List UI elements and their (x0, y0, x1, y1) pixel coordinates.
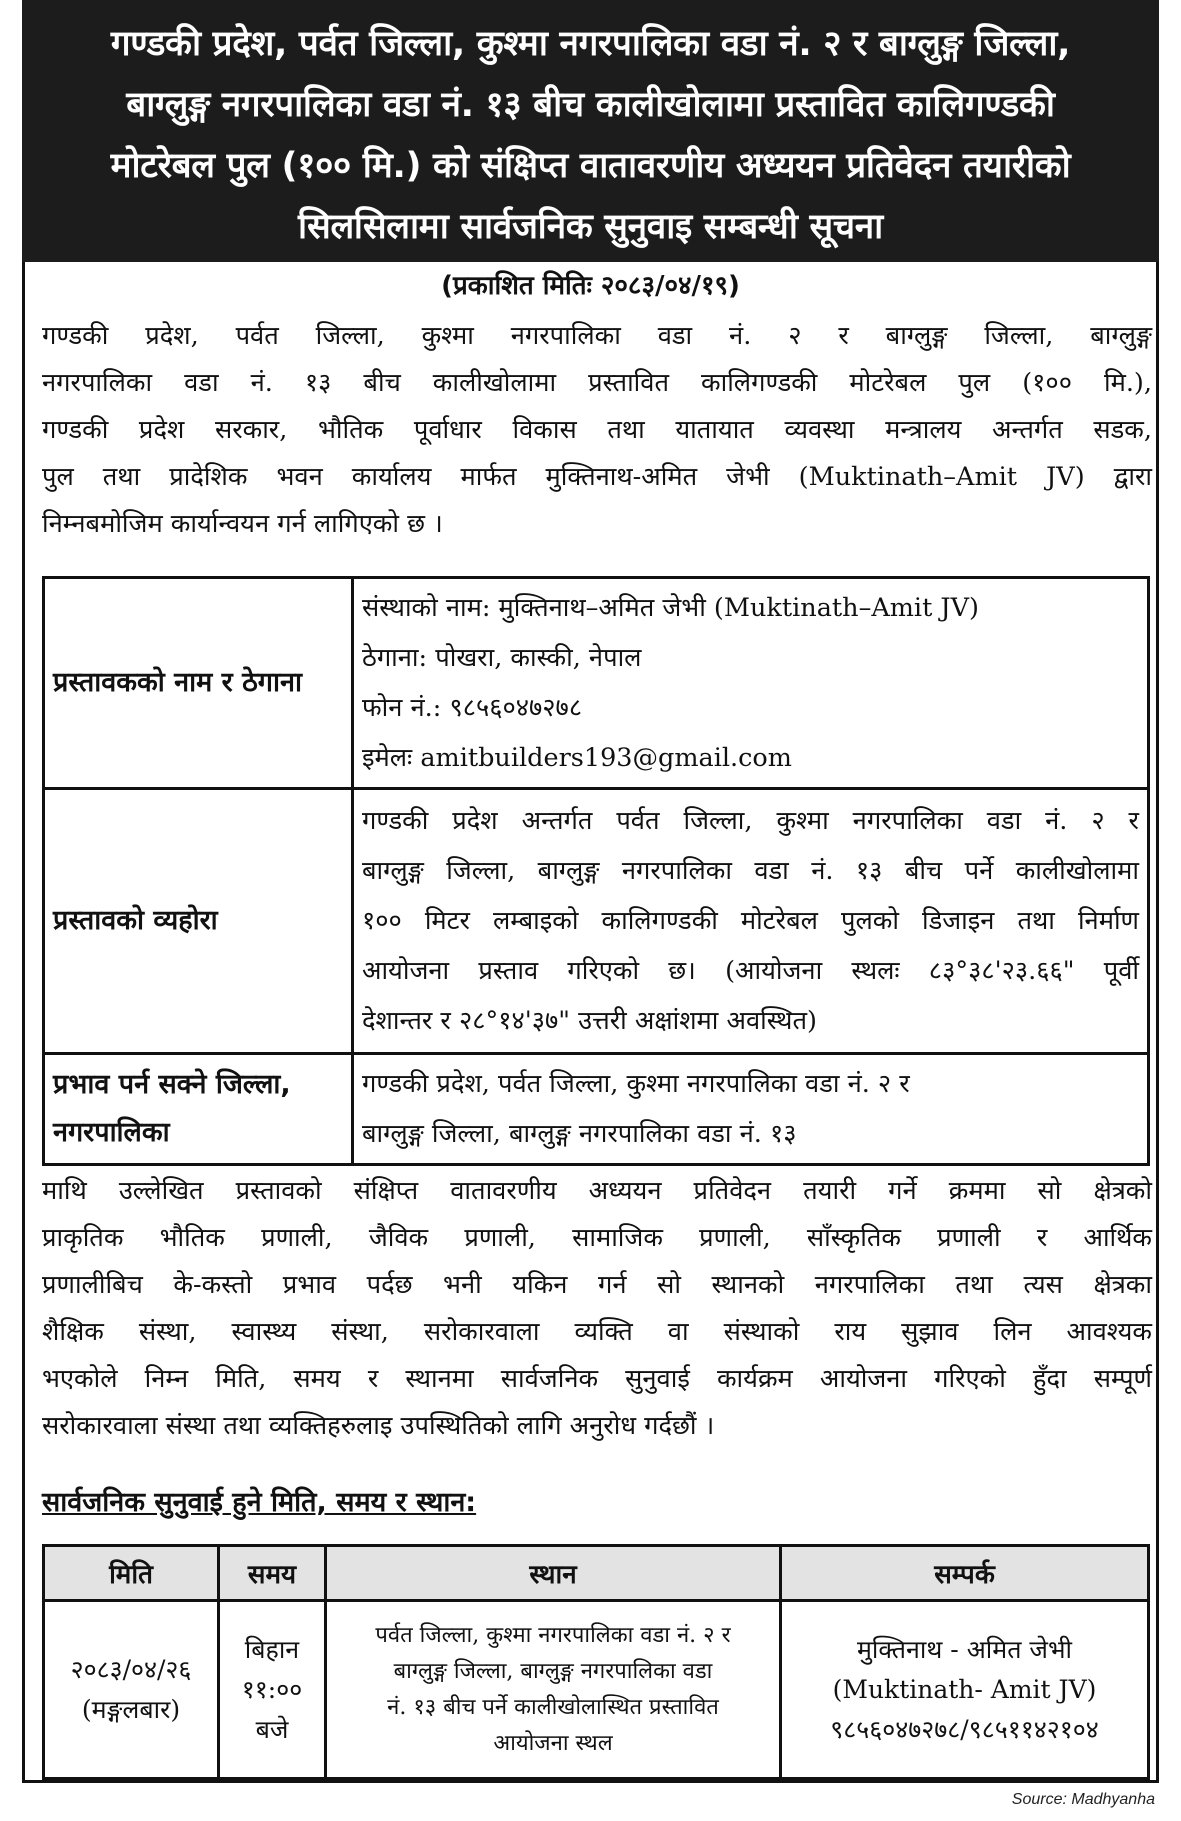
body-line: शैक्षिक संस्था, स्वास्थ्य संस्था, सरोकारवाला व्यक्ति वा संस्थाको राय सुझाव लिन आवश्यक (42, 1317, 1152, 1347)
intro-line: नगरपालिका वडा नं. १३ बीच कालीखोलामा प्रस्तावित कालिगण्डकी मोटरेबल पुल (१०० मि.), (42, 368, 1152, 398)
table-header-row (44, 1546, 1149, 1601)
hearing-heading: सार्वजनिक सुनुवाई हुने मिति, समय र स्थान: (42, 1487, 477, 1518)
body-line: सरोकारवाला संस्था तथा व्यक्तिहरुलाइ उपस्थितिको लागि अनुरोध गर्दछौं । (42, 1411, 715, 1441)
notice-title-line: बाग्लुङ्ग नगरपालिका वडा नं. १३ बीच कालीखोलामा प्रस्तावित कालिगण्डकी (126, 85, 1055, 125)
body-line: माथि उल्लेखित प्रस्तावको संक्षिप्त वातावरणीय अध्ययन प्रतिवेदन तयारी गर्ने क्रममा सो क्षेत्रको (42, 1176, 1152, 1206)
time-line: बिहान (244, 1634, 300, 1664)
contact-line: (Muktinath- Amit JV) (832, 1674, 1097, 1704)
value-line: ठेगाना: पोखरा, कास्की, नेपाल (362, 643, 642, 673)
body-paragraph (42, 1168, 1152, 1450)
intro-line: गण्डकी प्रदेश, पर्वत जिल्ला, कुश्मा नगरपालिका वडा नं. २ र बाग्लुङ्ग जिल्ला, बाग्लुङ्ग (42, 321, 1152, 351)
time-line: ११:०० (241, 1674, 303, 1704)
hearing-time (219, 1601, 326, 1779)
place-line: आयोजना स्थल (493, 1730, 613, 1756)
notice-title-line: गण्डकी प्रदेश, पर्वत जिल्ला, कुश्मा नगरपालिका वडा नं. २ र बाग्लुङ्ग जिल्ला, (110, 24, 1071, 64)
place-line: बाग्लुङ्ग जिल्ला, बाग्लुङ्ग नगरपालिका वडा (393, 1658, 713, 1684)
row-value (353, 789, 1149, 1054)
table-row (44, 1054, 1149, 1165)
contact-line: मुक्तिनाथ - अमित जेभी (856, 1634, 1073, 1664)
table-row (44, 789, 1149, 1054)
body-line: प्रणालीबिच के-कस्तो प्रभाव पर्दछ भनी यकिन गर्न सो स्थानको नगरपालिका तथा त्यस क्षेत्रका (42, 1270, 1152, 1300)
published-date: (प्रकाशित मितिः २०८३/०४/१९) (441, 271, 740, 301)
table-row (44, 578, 1149, 789)
row-value (353, 578, 1149, 789)
value-line: देशान्तर र २८°१४'३७" उत्तरी अक्षांशमा अवस्थित) (362, 1006, 817, 1036)
value-line: १०० मिटर लम्बाइको कालिगण्डकी मोटरेबल पुलको डिजाइन तथा निर्माण (362, 906, 1139, 936)
hearing-place (326, 1601, 781, 1779)
table-row (44, 1601, 1149, 1779)
contact-phone: ९८५६०४७२७८/९८५११४२१०४ (830, 1714, 1099, 1744)
row-value (353, 1054, 1149, 1165)
hearing-table (42, 1544, 1150, 1780)
body-line: प्राकृतिक भौतिक प्रणाली, जैविक प्रणाली, सामाजिक प्रणाली, साँस्कृतिक प्रणाली र आर्थिक (42, 1223, 1152, 1253)
intro-paragraph (42, 313, 1152, 548)
notice-title-line: सिलसिलामा सार्वजनिक सुनुवाइ सम्बन्धी सूचना (298, 207, 883, 247)
column-header-place: स्थान (326, 1546, 781, 1601)
weekday-line: (मङ्गलबार) (81, 1694, 181, 1724)
email-value: इमेलः amitbuilders193@gmail.com (362, 743, 792, 773)
notice-title-line: मोटरेबल पुल (१०० मि.) को संक्षिप्त वातावरणीय अध्ययन प्रतिवेदन तयारीको (110, 146, 1071, 186)
place-line: नं. १३ बीच पर्ने कालीखोलास्थित प्रस्तावित (387, 1694, 719, 1720)
column-header-date: मिति (44, 1546, 219, 1601)
time-line: बजे (255, 1714, 289, 1744)
value-line: फोन नं.: ९८५६०४७२७८ (362, 693, 583, 723)
row-label: प्रभाव पर्न सक्ने जिल्ला, नगरपालिका (44, 1054, 353, 1165)
intro-line: पुल तथा प्रादेशिक भवन कार्यालय मार्फत मुक्तिनाथ-अमित जेभी (Muktinath–Amit JV) द्वारा (42, 462, 1152, 492)
row-label: प्रस्तावकको नाम र ठेगाना (44, 578, 353, 789)
value-line: गण्डकी प्रदेश, पर्वत जिल्ला, कुश्मा नगरपालिका वडा नं. २ र (362, 1069, 910, 1099)
source-credit: Source: Madhyanha (1011, 1791, 1155, 1808)
hearing-date (44, 1601, 219, 1779)
proponent-table (42, 576, 1150, 1166)
value-line: संस्थाको नाम: मुक्तिनाथ–अमित जेभी (Muktinath–Amit JV) (362, 593, 980, 623)
value-line: बाग्लुङ्ग जिल्ला, बाग्लुङ्ग नगरपालिका वडा नं. १३ (362, 1119, 797, 1149)
date-line: २०८३/०४/२६ (70, 1654, 192, 1684)
place-line: पर्वत जिल्ला, कुश्मा नगरपालिका वडा नं. २ र (375, 1622, 731, 1648)
row-label: प्रस्तावको व्यहोरा (44, 789, 353, 1054)
value-line: बाग्लुङ्ग जिल्ला, बाग्लुङ्ग नगरपालिका वडा नं. १३ बीच पर्ने कालीखोलामा (362, 856, 1139, 886)
intro-line: गण्डकी प्रदेश सरकार, भौतिक पूर्वाधार विकास तथा यातायात व्यवस्था मन्त्रालय अन्तर्गत सडक, (42, 415, 1152, 445)
column-header-contact: सम्पर्क (781, 1546, 1149, 1601)
notice-title-block (22, 0, 1159, 262)
body-line: भएकोले निम्न मिति, समय र स्थानमा सार्वजनिक सुनुवाई कार्यक्रम आयोजना गरिएको हुँदा सम्पूर्ण (42, 1364, 1152, 1394)
intro-line: निम्नबमोजिम कार्यान्वयन गर्न लागिएको छ । (42, 509, 443, 539)
value-line: गण्डकी प्रदेश अन्तर्गत पर्वत जिल्ला, कुश्मा नगरपालिका वडा नं. २ र (362, 806, 1139, 836)
column-header-time: समय (219, 1546, 326, 1601)
value-line: आयोजना प्रस्ताव गरिएको छ। (आयोजना स्थलः ८३°३८'२३.६६" पूर्वी (362, 956, 1139, 986)
hearing-contact (781, 1601, 1149, 1779)
